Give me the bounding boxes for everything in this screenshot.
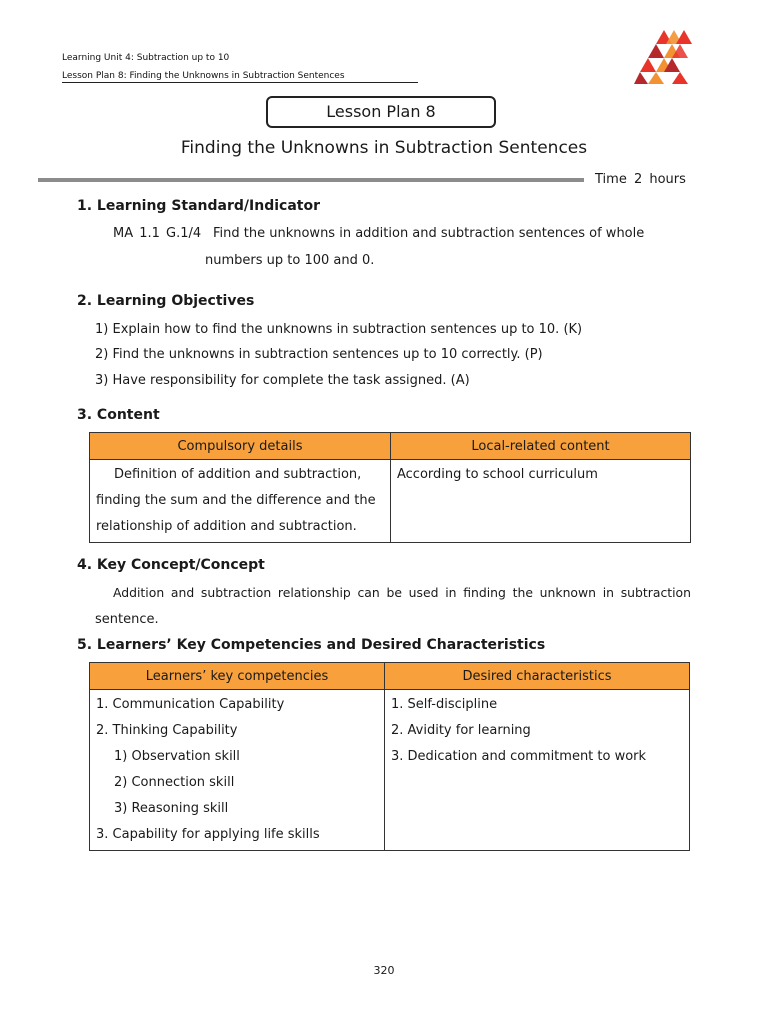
key-concept-line-2: sentence. — [95, 612, 159, 627]
content-table — [89, 432, 691, 543]
header-divider — [62, 82, 418, 83]
header-unit: Learning Unit 4: Subtraction up to 10 — [62, 53, 230, 63]
objective-item: 1) Explain how to find the unknowns in subtraction sentences up to 10. (K) — [95, 322, 583, 337]
competency-item: 2. Thinking Capability — [96, 723, 238, 738]
section-4-heading: 4. Key Concept/Concept — [77, 557, 265, 573]
objective-item: 2) Find the unknowns in subtraction sentences up to 10 correctly. (P) — [95, 347, 543, 362]
indicator-code: MA 1.1 G.1/4 — [113, 226, 202, 241]
indicator-line-1: Find the unknowns in addition and subtraction sentences of whole — [213, 226, 645, 241]
section-3-heading: 3. Content — [77, 407, 160, 423]
competencies-col-header: Learners’ key competencies — [90, 663, 385, 690]
competency-item: 3. Capability for applying life skills — [96, 827, 320, 842]
objective-item: 3) Have responsibility for complete the task assigned. (A) — [95, 373, 470, 388]
competency-subitem: 3) Reasoning skill — [114, 801, 229, 816]
competency-subitem: 1) Observation skill — [114, 749, 240, 764]
key-concept-line-1: Addition and subtraction relationship can be used in finding the unknown in subtraction — [113, 585, 691, 600]
characteristics-col-header: Desired characteristics — [385, 663, 690, 690]
content-local-cell — [391, 460, 691, 543]
competencies-table — [89, 662, 690, 851]
indicator-line-2: numbers up to 100 and 0. — [205, 253, 375, 268]
compulsory-line: relationship of addition and subtraction. — [96, 519, 357, 534]
content-compulsory-cell — [90, 460, 391, 543]
triangle-a-logo-icon — [634, 28, 694, 86]
local-content-text: According to school curriculum — [397, 467, 598, 482]
competency-subitem: 2) Connection skill — [114, 775, 235, 790]
lesson-plan-label: Lesson Plan 8 — [266, 96, 496, 128]
page-number: 320 — [373, 964, 395, 977]
compulsory-line: Definition of addition and subtraction, — [114, 467, 362, 482]
content-col-compulsory-header: Compulsory details — [90, 433, 391, 460]
page-title: Finding the Unknowns in Subtraction Sentences — [180, 138, 588, 158]
title-rule — [38, 178, 584, 182]
characteristic-item: 1. Self-discipline — [391, 697, 498, 712]
section-5-heading: 5. Learners’ Key Competencies and Desired Characteristics — [77, 637, 546, 653]
header-lesson-plan: Lesson Plan 8: Finding the Unknowns in Subtraction Sentences — [62, 71, 345, 81]
characteristic-item: 3. Dedication and commitment to work — [391, 749, 647, 764]
characteristic-item: 2. Avidity for learning — [391, 723, 531, 738]
time-label: Time 2 hours — [595, 172, 686, 187]
competencies-cell — [90, 690, 385, 851]
section-1-heading: 1. Learning Standard/Indicator — [77, 198, 320, 214]
compulsory-line: finding the sum and the difference and the — [96, 493, 376, 508]
content-col-local-header: Local-related content — [391, 433, 691, 460]
section-2-heading: 2. Learning Objectives — [77, 293, 255, 309]
competency-item: 1. Communication Capability — [96, 697, 285, 712]
characteristics-cell — [385, 690, 690, 851]
